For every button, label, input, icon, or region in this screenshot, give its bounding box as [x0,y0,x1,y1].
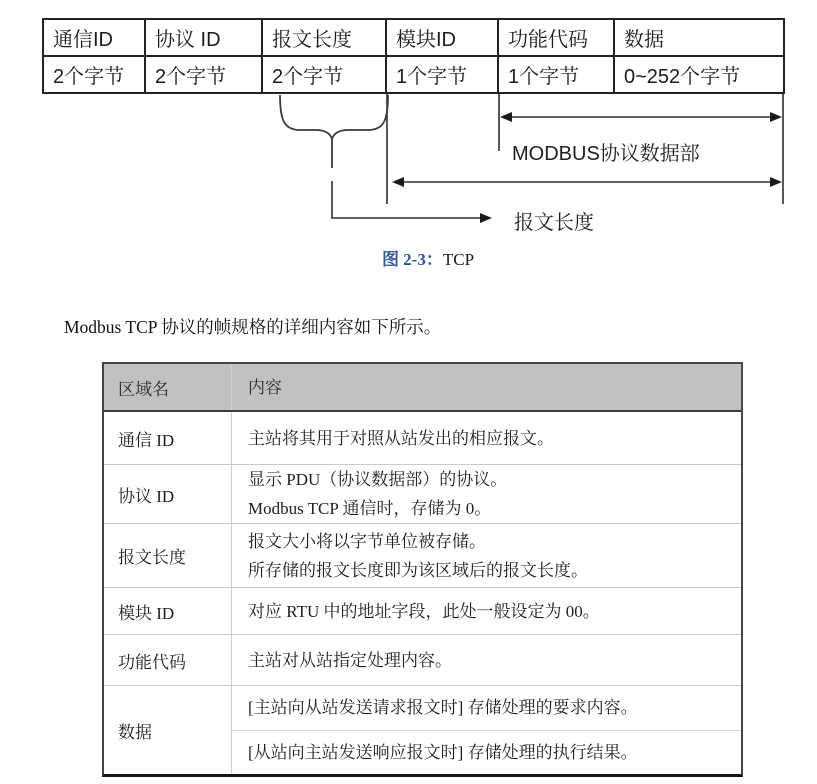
row-content [231,524,741,587]
row-name: 协议 ID [118,486,175,506]
brace [280,95,388,139]
row-name: 数据 [118,722,152,742]
content-line: 显示 PDU（协议数据部）的协议。 [248,470,508,489]
frame-header-cell: 通信ID [44,20,146,55]
frame-size-cell: 2个字节 [263,55,387,92]
content-line: 对应 RTU 中的地址字段，此处一般设定为 00。 [248,601,600,621]
arrow-head [500,112,512,122]
arrow-head [392,177,404,187]
figure-caption [38,245,817,270]
frame-header-cell: 功能代码 [499,20,615,55]
frame-header-cell: 模块ID [387,20,499,55]
content-line: 所存储的报文长度即为该区域后的报文长度。 [248,560,588,580]
row-name: 模块 ID [118,603,175,623]
arrow-head [480,213,492,223]
frame-size-cell: 1个字节 [387,55,499,92]
frame-annotation-diagram [42,94,792,240]
content-line: Modbus TCP 通信时，存储为 0。 [248,499,492,518]
frame-header-cell: 数据 [624,29,664,51]
frame-size-cell: 0~252个字节 [615,55,783,92]
row-name: 通信 ID [118,430,175,450]
frame-structure-table [42,18,785,94]
modbus-pdu-label: MODBUS协议数据部 [512,143,700,165]
row-content [231,635,741,685]
content-line-text: [从站向主站发送响应报文时] 存储处理的执行结果。 [248,742,638,762]
row-content [231,686,741,774]
content-line [232,730,741,775]
spec-row-comm-id [104,412,741,465]
spec-row-protocol-id [104,465,741,524]
row-name: 功能代码 [118,652,186,672]
intro-paragraph: Modbus TCP 协议的帧规格的详细内容如下所示。 [64,317,442,337]
row-content [231,412,741,464]
content-line: 报文大小将以字节单位被存储。 [248,531,486,551]
arrow-head [770,177,782,187]
figure-title: TCP [442,250,475,269]
row-content [231,465,741,523]
content-line: 主站对从站指定处理内容。 [248,650,452,670]
spec-table [102,362,743,777]
content-line [232,686,741,730]
content-line-text: [主站向从站发送请求报文时] 存储处理的要求内容。 [248,698,638,718]
spec-row-length [104,524,741,588]
arrow-head [770,112,782,122]
row-content [231,588,741,634]
spec-row-unit-id [104,588,741,635]
length-pointer-line [332,181,484,218]
frame-size-cell: 2个字节 [44,55,146,92]
spec-row-function-code [104,635,741,686]
spec-row-data [104,686,741,774]
spec-header-content-label: 内容 [248,377,282,397]
spec-header-content [231,364,741,410]
row-name: 报文长度 [118,548,186,567]
figure-number: 图 2-3： [381,250,443,269]
spec-table-header-row [104,364,741,412]
frame-size-cell: 2个字节 [146,55,263,92]
frame-size-cell: 1个字节 [499,55,615,92]
content-line: 主站将其用于对照从站发出的相应报文。 [248,428,554,448]
length-pointer-label: 报文长度 [514,212,594,234]
spec-header-name: 区域名 [118,379,169,399]
frame-header-cell: 报文长度 [263,20,387,55]
frame-header-cell: 协议 ID [146,20,263,55]
